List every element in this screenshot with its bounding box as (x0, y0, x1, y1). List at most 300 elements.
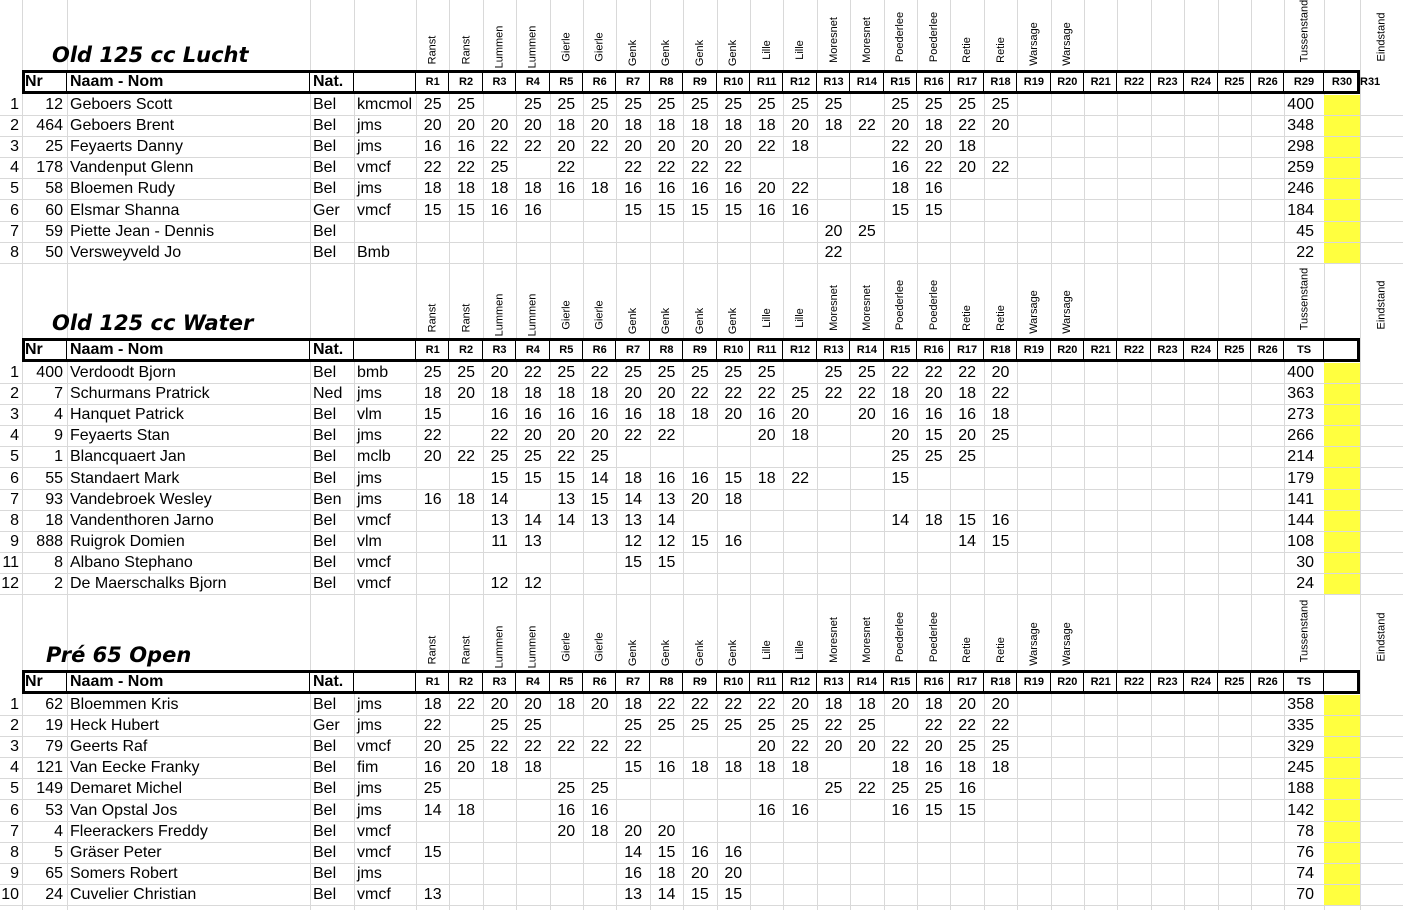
header-round: R10 (723, 344, 744, 356)
score-cell: 22 (791, 469, 809, 487)
score-cell: 25 (724, 364, 743, 382)
score-cell (583, 201, 616, 221)
score-cell (1017, 864, 1050, 884)
header-round: R2 (459, 76, 474, 88)
score-cell (1051, 201, 1084, 221)
score-cell: 14 (657, 511, 676, 529)
venue-label (483, 2, 516, 68)
header-divider (1250, 673, 1251, 691)
rider-name-cell: Bloemmen Kris (70, 696, 179, 714)
score-cell: 18 (724, 490, 743, 508)
score-cell: 15 (991, 532, 1010, 550)
score-cell: 15 (490, 469, 509, 487)
score-cell (1151, 447, 1184, 467)
score-cell (1151, 405, 1184, 425)
standings-total-cell: 335 (1287, 717, 1314, 735)
header-divider (816, 341, 817, 359)
score-cell (1084, 179, 1117, 199)
score-cell (1151, 864, 1184, 884)
score-cell (984, 243, 1017, 263)
score-cell: 22 (857, 117, 876, 135)
score-cell (1084, 158, 1117, 178)
nationality-cell: Ger (313, 717, 340, 735)
score-cell (1184, 758, 1217, 778)
header-divider (615, 73, 616, 91)
score-cell: 18 (490, 759, 509, 777)
score-cell: 18 (423, 696, 442, 714)
header-divider (1116, 341, 1117, 359)
standings-total-cell: 245 (1287, 759, 1314, 777)
table-row (0, 447, 1403, 468)
rider-name-cell: Schurmans Pratrick (70, 385, 210, 403)
score-cell (817, 490, 850, 510)
score-cell: 22 (657, 427, 676, 445)
venue-label (984, 2, 1017, 68)
score-cell: 25 (724, 96, 743, 114)
score-cell: 18 (958, 759, 976, 777)
score-cell: 18 (791, 759, 809, 777)
venue-label (583, 270, 616, 336)
venue-text: Warsage (1027, 21, 1040, 66)
score-cell (683, 447, 716, 467)
score-cell: 22 (724, 385, 743, 403)
header-round: R11 (756, 344, 777, 356)
score-cell: 25 (757, 717, 776, 735)
score-cell (850, 201, 883, 221)
score-cell (449, 511, 482, 531)
club-cell: jms (357, 469, 382, 487)
score-cell: 16 (557, 801, 576, 819)
venue-label (483, 270, 516, 336)
score-cell (1218, 158, 1251, 178)
score-cell (884, 843, 917, 863)
header-divider (353, 673, 354, 691)
score-cell (483, 222, 516, 242)
venue-label (683, 602, 716, 668)
score-cell (1218, 447, 1251, 467)
header-divider (983, 673, 984, 691)
score-cell (1017, 95, 1050, 115)
score-cell (1117, 447, 1150, 467)
venue-text: Genk (627, 308, 640, 335)
score-cell: 18 (624, 469, 642, 487)
header-r30 (1324, 673, 1360, 691)
venue-label (550, 602, 583, 668)
score-cell: 22 (924, 364, 943, 382)
score-cell (1251, 553, 1284, 573)
score-cell (449, 222, 482, 242)
header-divider (353, 341, 354, 359)
header-divider (682, 673, 683, 691)
score-cell: 15 (523, 469, 542, 487)
score-cell (1117, 758, 1150, 778)
position-cell: 2 (10, 385, 19, 403)
score-cell (1151, 574, 1184, 594)
score-cell: 22 (423, 159, 442, 177)
venue-label (1017, 602, 1050, 668)
score-cell: 18 (423, 180, 442, 198)
score-cell: 18 (590, 385, 609, 403)
number-cell: 4 (54, 822, 63, 840)
venue-text: Genk (693, 308, 706, 335)
number-cell: 59 (45, 222, 63, 240)
score-cell (750, 490, 783, 510)
score-cell: 18 (924, 117, 943, 135)
score-cell (416, 822, 449, 842)
venue-label (449, 2, 482, 68)
score-cell (750, 885, 783, 905)
score-cell: 25 (857, 364, 876, 382)
score-cell (516, 822, 549, 842)
score-cell: 20 (423, 117, 442, 135)
position-cell: 7 (10, 222, 19, 240)
number-cell: 25 (45, 138, 63, 156)
header-divider (1183, 673, 1184, 691)
header-round: R7 (626, 76, 641, 88)
header-round: R10 (723, 676, 744, 688)
position-cell: 9 (10, 532, 19, 550)
venue-text: Moresnet (860, 17, 873, 64)
score-cell (917, 864, 950, 884)
nationality-cell: Bel (313, 738, 337, 756)
score-cell: 18 (791, 138, 809, 156)
score-cell: 25 (423, 364, 442, 382)
number-cell: 5 (54, 843, 63, 861)
position-cell: 6 (10, 201, 19, 219)
score-cell: 18 (490, 385, 509, 403)
table-row (0, 384, 1403, 405)
score-cell (817, 405, 850, 425)
header-divider (1250, 341, 1251, 359)
score-cell: 25 (557, 364, 576, 382)
venue-label (583, 2, 616, 68)
score-cell (1117, 95, 1150, 115)
header-round: R2 (459, 676, 474, 688)
score-cell (1151, 384, 1184, 404)
score-cell (950, 490, 983, 510)
score-cell (950, 843, 983, 863)
club-cell: bmb (357, 364, 389, 382)
score-cell: 22 (724, 159, 743, 177)
score-cell (416, 511, 449, 531)
header-round: R17 (956, 676, 978, 688)
score-cell (1084, 363, 1117, 383)
nationality-cell: Bel (313, 759, 337, 777)
score-cell: 22 (490, 138, 509, 156)
score-cell (1117, 243, 1150, 263)
score-cell (1151, 779, 1184, 799)
score-cell: 20 (924, 738, 943, 756)
header-round: R18 (990, 676, 1011, 688)
venue-text: Genk (693, 640, 706, 667)
score-cell (1117, 363, 1150, 383)
club-cell: vmcf (357, 843, 391, 861)
rider-name-cell: Blancquaert Jan (70, 448, 186, 466)
header-round: R12 (789, 76, 811, 88)
section-title: Old 125 cc Lucht (52, 43, 249, 67)
score-cell (850, 758, 883, 778)
venue-label (984, 602, 1017, 668)
score-cell: 25 (523, 717, 542, 735)
score-cell: 15 (423, 843, 442, 861)
header-round: R8 (659, 676, 674, 688)
header-round: R22 (1123, 76, 1145, 88)
score-cell (650, 447, 683, 467)
score-cell (1017, 779, 1050, 799)
score-cell: 25 (557, 96, 576, 114)
score-cell (1218, 426, 1251, 446)
position-cell: 7 (10, 822, 19, 840)
score-cell (483, 243, 516, 263)
header-round: R15 (890, 676, 911, 688)
score-cell: 16 (423, 490, 442, 508)
position-cell: 8 (10, 843, 19, 861)
score-cell: 20 (724, 138, 743, 156)
score-cell: 13 (624, 885, 642, 903)
score-cell: 25 (590, 448, 609, 466)
score-cell: 20 (624, 385, 642, 403)
number-cell: 50 (45, 243, 63, 261)
rider-name-cell: Bloemen Rudy (70, 180, 175, 198)
nationality-cell: Bel (313, 864, 337, 882)
nationality-cell: Bel (313, 553, 337, 571)
club-cell: kmcmol (357, 96, 413, 114)
score-cell (817, 426, 850, 446)
score-cell: 25 (958, 96, 976, 114)
score-cell (1218, 179, 1251, 199)
score-cell (550, 201, 583, 221)
score-cell (750, 532, 783, 552)
club-cell: mclb (357, 448, 391, 466)
score-cell (1184, 843, 1217, 863)
header-round: R19 (1023, 344, 1044, 356)
score-cell: 22 (523, 138, 542, 156)
venue-text: Genk (660, 40, 673, 67)
score-cell (1251, 137, 1284, 157)
score-cell: 25 (490, 159, 509, 177)
score-cell (917, 469, 950, 489)
standings-total-cell: 45 (1296, 222, 1314, 240)
venue-text: Poederlee (894, 612, 907, 663)
score-cell (1017, 243, 1050, 263)
score-cell (683, 779, 716, 799)
score-cell: 20 (891, 427, 910, 445)
score-cell (516, 553, 549, 573)
score-cell (717, 779, 750, 799)
score-cell: 20 (690, 138, 709, 156)
score-cell: 25 (624, 364, 642, 382)
nationality-cell: Bel (313, 532, 337, 550)
standings-total-cell: 400 (1287, 96, 1314, 114)
header-ts: TS (1296, 344, 1312, 356)
score-cell (1051, 222, 1084, 242)
header-divider (1050, 341, 1051, 359)
rider-name-cell: Piette Jean - Dennis (70, 222, 215, 240)
score-cell: 14 (557, 511, 576, 529)
header-divider (916, 673, 917, 691)
table-row (0, 737, 1403, 758)
nationality-cell: Bel (313, 180, 337, 198)
score-cell: 15 (657, 201, 676, 219)
score-cell (1084, 447, 1117, 467)
header-round: R22 (1123, 344, 1145, 356)
score-cell (817, 843, 850, 863)
table-row (0, 864, 1403, 885)
score-cell: 18 (724, 117, 743, 135)
score-cell (1251, 363, 1284, 383)
venue-label (750, 270, 783, 336)
score-cell (1251, 695, 1284, 715)
club-cell: vmcf (357, 575, 391, 593)
score-cell: 20 (457, 117, 475, 135)
score-cell (984, 822, 1017, 842)
nationality-cell: Bel (313, 448, 337, 466)
header-round: R5 (559, 76, 574, 88)
score-cell: 15 (924, 427, 943, 445)
score-cell (1184, 363, 1217, 383)
header-divider (582, 341, 583, 359)
score-cell (483, 553, 516, 573)
rider-name-cell: Fleerackers Freddy (70, 822, 208, 840)
score-cell: 18 (690, 759, 709, 777)
score-cell (1051, 363, 1084, 383)
score-cell: 22 (991, 385, 1010, 403)
header-round: R6 (592, 76, 607, 88)
score-cell: 22 (457, 159, 475, 177)
score-cell (783, 243, 816, 263)
number-cell: 18 (45, 511, 63, 529)
score-cell (1017, 511, 1050, 531)
header-round: R1 (425, 76, 440, 88)
venue-text: Moresnet (827, 617, 840, 664)
score-cell (1084, 490, 1117, 510)
score-cell (1017, 574, 1050, 594)
venue-text: Lille (794, 640, 807, 660)
final-venue-label (1360, 270, 1403, 336)
rider-name-cell: Hanquet Patrick (70, 406, 184, 424)
score-cell (416, 553, 449, 573)
score-cell (1051, 801, 1084, 821)
venue-text: Retie (994, 637, 1007, 663)
score-cell (583, 758, 616, 778)
score-cell (1017, 822, 1050, 842)
score-cell: 16 (590, 801, 609, 819)
score-cell (817, 201, 850, 221)
score-cell: 25 (523, 96, 542, 114)
position-cell: 6 (10, 469, 19, 487)
score-cell (950, 885, 983, 905)
score-cell (483, 95, 516, 115)
score-cell (850, 843, 883, 863)
score-cell: 18 (624, 696, 642, 714)
header-divider (309, 673, 310, 691)
header-divider (482, 673, 483, 691)
rider-name-cell: Feyaerts Danny (70, 138, 183, 156)
header-round: R21 (1090, 676, 1111, 688)
header-round: R13 (823, 76, 844, 88)
score-cell: 25 (457, 364, 475, 382)
header-divider (682, 73, 683, 91)
score-cell: 15 (557, 469, 576, 487)
score-cell: 15 (724, 885, 743, 903)
score-cell (1151, 801, 1184, 821)
header-round: R17 (956, 344, 978, 356)
score-cell (750, 158, 783, 178)
score-cell: 18 (457, 180, 475, 198)
score-cell: 18 (958, 385, 976, 403)
venue-label (850, 2, 883, 68)
score-cell: 22 (690, 696, 709, 714)
venue-label (817, 602, 850, 668)
score-cell: 16 (757, 406, 776, 424)
score-cell (683, 822, 716, 842)
score-cell: 18 (490, 180, 509, 198)
score-cell: 22 (824, 243, 843, 261)
header-divider (448, 341, 449, 359)
nationality-cell: Bel (313, 406, 337, 424)
table-row (0, 532, 1403, 553)
score-cell: 22 (590, 138, 609, 156)
header-divider (782, 341, 783, 359)
score-cell: 25 (757, 96, 776, 114)
score-cell (1251, 384, 1284, 404)
position-cell: 5 (10, 780, 19, 798)
score-cell: 22 (757, 696, 776, 714)
score-cell (550, 553, 583, 573)
nationality-cell: Bel (313, 801, 337, 819)
number-cell: 149 (36, 780, 63, 798)
venue-text: Lille (794, 40, 807, 60)
number-cell: 464 (36, 117, 63, 135)
score-cell (1251, 511, 1284, 531)
standings-total-cell: 273 (1287, 406, 1314, 424)
score-cell: 18 (457, 801, 475, 819)
score-cell: 16 (891, 801, 910, 819)
venue-label (650, 602, 683, 668)
score-cell (1218, 384, 1251, 404)
score-cell: 22 (724, 696, 743, 714)
score-cell: 25 (657, 364, 676, 382)
score-cell: 18 (958, 138, 976, 156)
score-cell: 20 (657, 138, 676, 156)
score-cell: 25 (690, 717, 709, 735)
score-cell: 15 (958, 511, 976, 529)
score-cell (1184, 222, 1217, 242)
header-round: R4 (525, 76, 540, 88)
score-cell: 16 (690, 180, 709, 198)
standings-venue-label (1284, 2, 1324, 68)
standings-total-cell: 246 (1287, 180, 1314, 198)
score-cell (783, 532, 816, 552)
score-cell: 16 (791, 201, 809, 219)
position-cell: 2 (10, 117, 19, 135)
position-cell: 3 (10, 738, 19, 756)
score-cell: 14 (523, 511, 542, 529)
score-cell: 16 (757, 201, 776, 219)
score-cell: 22 (557, 738, 576, 756)
score-cell (1251, 447, 1284, 467)
score-cell: 15 (657, 843, 676, 861)
header-divider (716, 341, 717, 359)
header-divider (448, 673, 449, 691)
score-cell: 20 (991, 117, 1010, 135)
score-cell: 22 (523, 364, 542, 382)
club-cell: jms (357, 138, 382, 156)
score-cell (884, 716, 917, 736)
header-divider (883, 73, 884, 91)
score-cell: 20 (924, 138, 943, 156)
score-cell (1084, 864, 1117, 884)
